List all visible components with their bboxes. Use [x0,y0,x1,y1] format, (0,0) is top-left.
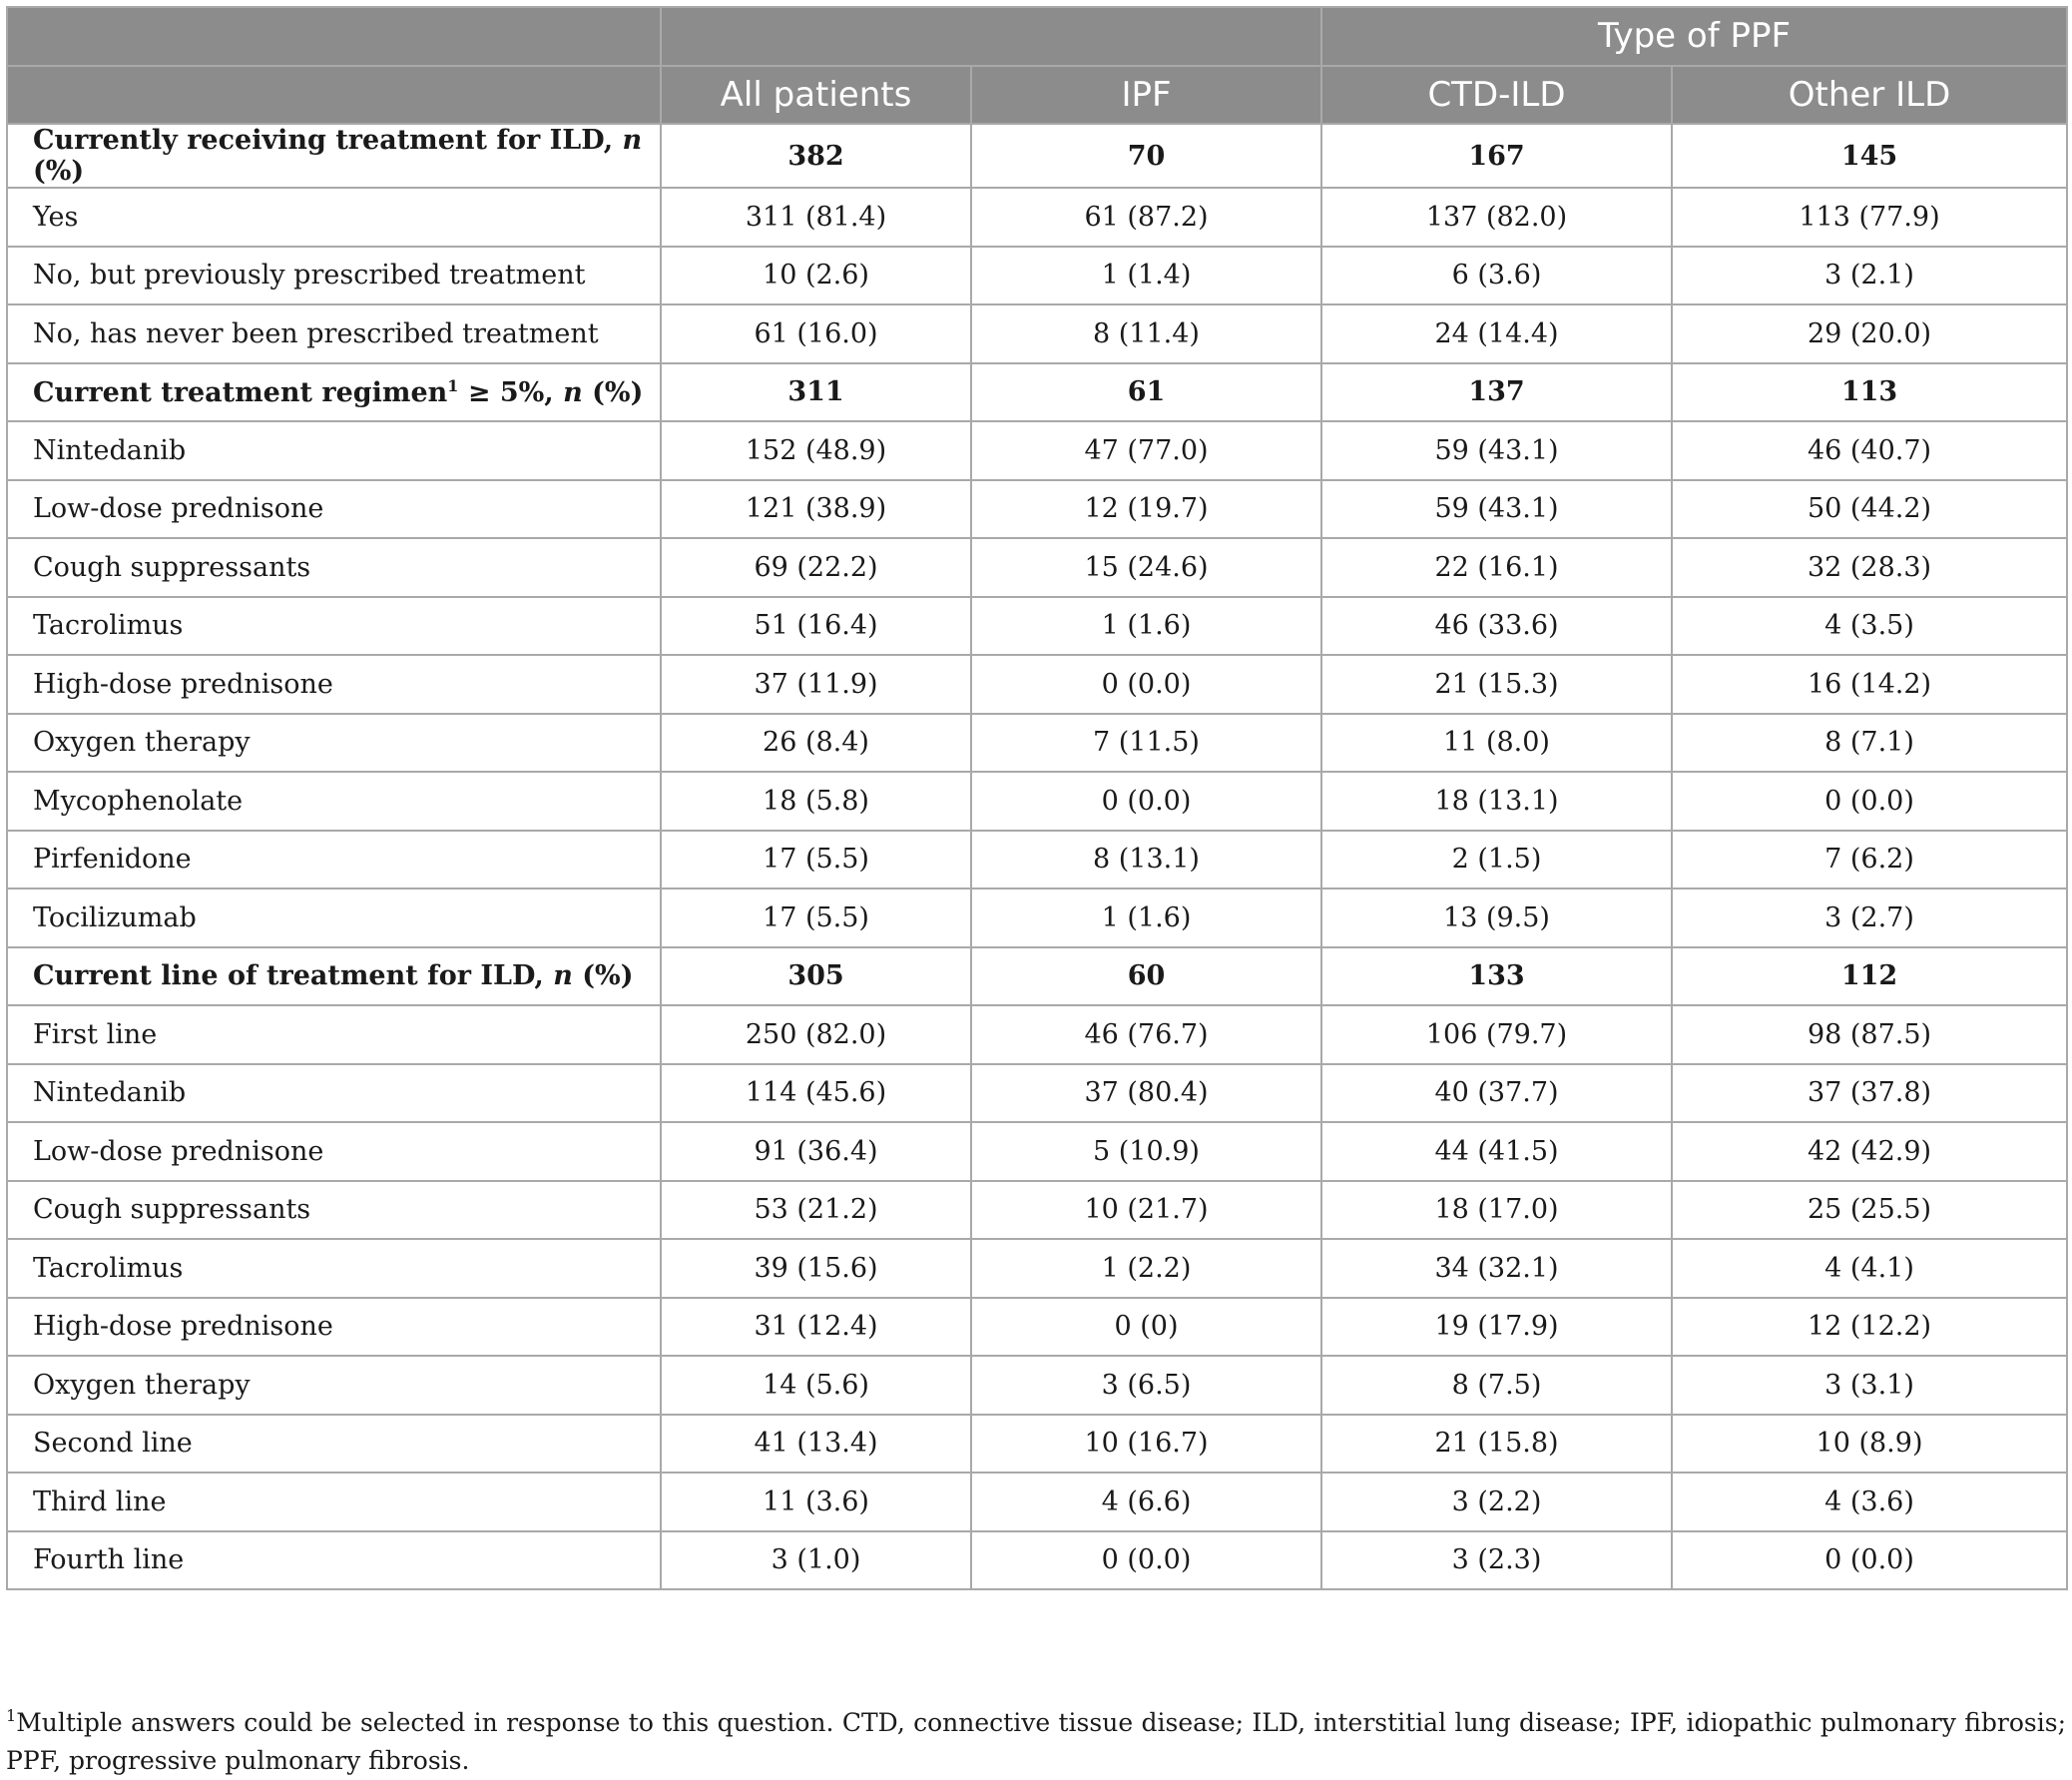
row-label: Yes [7,188,661,247]
value-cell: 46 (40.7) [1672,421,2067,480]
section-title-text: Current treatment regimen [33,376,448,408]
row-label: Nintedanib [7,421,661,480]
value-cell: 8 (7.5) [1321,1356,1672,1415]
value-cell: 42 (42.9) [1672,1122,2067,1181]
row-label: Second line [7,1415,661,1474]
section-total-cell: 70 [971,124,1321,188]
value-cell: 91 (36.4) [661,1122,971,1181]
table-row [7,655,2067,714]
table-row [7,421,2067,480]
row-label: No, has never been prescribed treatment [7,304,661,363]
value-cell: 0 (0.0) [971,1531,1321,1590]
section-header-row [7,363,2067,422]
value-cell: 1 (2.2) [971,1239,1321,1298]
table-row [7,1415,2067,1474]
section-total-cell: 167 [1321,124,1672,188]
value-cell: 11 (8.0) [1321,714,1672,773]
value-cell: 34 (32.1) [1321,1239,1672,1298]
value-cell: 152 (48.9) [661,421,971,480]
header-group-row [7,7,2067,66]
table-row [7,1122,2067,1181]
value-cell: 10 (8.9) [1672,1415,2067,1474]
section-title [7,947,661,1006]
value-cell: 59 (43.1) [1321,480,1672,539]
value-cell: 8 (7.1) [1672,714,2067,773]
value-cell: 311 (81.4) [661,188,971,247]
row-label: Oxygen therapy [7,714,661,773]
value-cell: 4 (3.5) [1672,597,2067,656]
row-label: Tocilizumab [7,889,661,947]
value-cell: 18 (13.1) [1321,772,1672,831]
value-cell: 114 (45.6) [661,1064,971,1123]
section-header-row [7,947,2067,1006]
value-cell: 17 (5.5) [661,831,971,890]
table-row [7,247,2067,305]
section-title-n: n [563,376,583,408]
section-total-cell: 112 [1672,947,2067,1006]
value-cell: 69 (22.2) [661,538,971,597]
section-title [7,363,661,422]
section-title-unit: (%) [582,960,634,992]
value-cell: 21 (15.3) [1321,655,1672,714]
value-cell: 8 (11.4) [971,304,1321,363]
value-cell: 8 (13.1) [971,831,1321,890]
value-cell: 113 (77.9) [1672,188,2067,247]
value-cell: 37 (11.9) [661,655,971,714]
value-cell: 29 (20.0) [1672,304,2067,363]
table-row [7,1356,2067,1415]
footnote-marker: 1 [6,1706,17,1725]
value-cell: 3 (2.3) [1321,1531,1672,1590]
table-row [7,188,2067,247]
value-cell: 17 (5.5) [661,889,971,947]
value-cell: 0 (0.0) [971,655,1321,714]
table-row [7,1064,2067,1123]
value-cell: 12 (12.2) [1672,1298,2067,1357]
value-cell: 51 (16.4) [661,597,971,656]
value-cell: 37 (37.8) [1672,1064,2067,1123]
value-cell: 21 (15.8) [1321,1415,1672,1474]
row-label: High-dose prednisone [7,1298,661,1357]
row-label: Oxygen therapy [7,1356,661,1415]
footnote [6,1697,2066,1780]
table-row [7,889,2067,947]
table-row [7,1005,2067,1064]
row-label: Mycophenolate [7,772,661,831]
value-cell: 47 (77.0) [971,421,1321,480]
row-label: No, but previously prescribed treatment [7,247,661,305]
row-label: Third line [7,1473,661,1531]
section-header-row [7,124,2067,188]
value-cell: 13 (9.5) [1321,889,1672,947]
value-cell: 53 (21.2) [661,1181,971,1240]
header-group-label: Type of PPF [1321,7,2067,66]
value-cell: 4 (3.6) [1672,1473,2067,1531]
treatment-table [6,6,2068,1590]
value-cell: 3 (6.5) [971,1356,1321,1415]
value-cell: 106 (79.7) [1321,1005,1672,1064]
section-total-cell: 133 [1321,947,1672,1006]
value-cell: 6 (3.6) [1321,247,1672,305]
value-cell: 10 (2.6) [661,247,971,305]
value-cell: 0 (0.0) [1672,1531,2067,1590]
section-title-text: Current line of treatment for ILD, [33,960,544,992]
header-columns-row [7,66,2067,125]
value-cell: 2 (1.5) [1321,831,1672,890]
value-cell: 16 (14.2) [1672,655,2067,714]
row-label: Pirfenidone [7,831,661,890]
value-cell: 31 (12.4) [661,1298,971,1357]
header-empty-cell [7,7,661,66]
header-empty-span [661,7,1321,66]
section-title-n: n [553,960,573,992]
table-row [7,714,2067,773]
value-cell: 4 (6.6) [971,1473,1321,1531]
column-header-ipf: IPF [971,66,1321,125]
section-title [7,124,661,188]
value-cell: 98 (87.5) [1672,1005,2067,1064]
row-label: Cough suppressants [7,1181,661,1240]
table-container [6,6,2066,1590]
section-total-cell: 145 [1672,124,2067,188]
value-cell: 137 (82.0) [1321,188,1672,247]
value-cell: 46 (76.7) [971,1005,1321,1064]
value-cell: 7 (6.2) [1672,831,2067,890]
value-cell: 1 (1.6) [971,597,1321,656]
section-total-cell: 61 [971,363,1321,422]
value-cell: 7 (11.5) [971,714,1321,773]
value-cell: 25 (25.5) [1672,1181,2067,1240]
value-cell: 121 (38.9) [661,480,971,539]
section-title-threshold: ≥ 5%, [467,376,554,408]
value-cell: 22 (16.1) [1321,538,1672,597]
value-cell: 44 (41.5) [1321,1122,1672,1181]
value-cell: 24 (14.4) [1321,304,1672,363]
table-row [7,1473,2067,1531]
table-row [7,1298,2067,1357]
value-cell: 15 (24.6) [971,538,1321,597]
row-label: Cough suppressants [7,538,661,597]
row-label: First line [7,1005,661,1064]
value-cell: 61 (16.0) [661,304,971,363]
value-cell: 59 (43.1) [1321,421,1672,480]
row-label: Low-dose prednisone [7,1122,661,1181]
table-row [7,480,2067,539]
column-header-ctd-ild: CTD-ILD [1321,66,1672,125]
section-title-unit: (%) [33,156,85,187]
table-row [7,831,2067,890]
section-title-n: n [622,125,643,156]
value-cell: 18 (5.8) [661,772,971,831]
header-label-cell [7,66,661,125]
table-row [7,1181,2067,1240]
row-label: Nintedanib [7,1064,661,1123]
value-cell: 10 (16.7) [971,1415,1321,1474]
footnote-text: Multiple answers could be selected in response to this question. CTD, connective tissue disease; ILD, interstitial lung disease; IPF, idiopathic pulmonary fibrosis; PPF, progressive pulmonary fibrosis. [6,1708,2066,1775]
value-cell: 40 (37.7) [1321,1064,1672,1123]
value-cell: 3 (2.1) [1672,247,2067,305]
table-row [7,772,2067,831]
value-cell: 37 (80.4) [971,1064,1321,1123]
value-cell: 10 (21.7) [971,1181,1321,1240]
value-cell: 46 (33.6) [1321,597,1672,656]
section-total-cell: 113 [1672,363,2067,422]
value-cell: 1 (1.6) [971,889,1321,947]
table-body [7,124,2067,1589]
section-title-text: Currently receiving treatment for ILD, [33,125,614,156]
value-cell: 0 (0.0) [971,772,1321,831]
value-cell: 1 (1.4) [971,247,1321,305]
value-cell: 26 (8.4) [661,714,971,773]
value-cell: 0 (0) [971,1298,1321,1357]
value-cell: 41 (13.4) [661,1415,971,1474]
value-cell: 19 (17.9) [1321,1298,1672,1357]
table-row [7,304,2067,363]
section-title-unit: (%) [592,376,644,408]
row-label: High-dose prednisone [7,655,661,714]
value-cell: 32 (28.3) [1672,538,2067,597]
section-total-cell: 382 [661,124,971,188]
value-cell: 3 (2.2) [1321,1473,1672,1531]
value-cell: 250 (82.0) [661,1005,971,1064]
value-cell: 50 (44.2) [1672,480,2067,539]
section-total-cell: 137 [1321,363,1672,422]
value-cell: 3 (1.0) [661,1531,971,1590]
value-cell: 14 (5.6) [661,1356,971,1415]
value-cell: 4 (4.1) [1672,1239,2067,1298]
table-row [7,1531,2067,1590]
table-row [7,1239,2067,1298]
value-cell: 3 (2.7) [1672,889,2067,947]
section-total-cell: 311 [661,363,971,422]
value-cell: 18 (17.0) [1321,1181,1672,1240]
table-row [7,538,2067,597]
row-label: Low-dose prednisone [7,480,661,539]
value-cell: 0 (0.0) [1672,772,2067,831]
column-header-other-ild: Other ILD [1672,66,2067,125]
table-header [7,7,2067,124]
column-header-all-patients: All patients [661,66,971,125]
row-label: Tacrolimus [7,1239,661,1298]
value-cell: 39 (15.6) [661,1239,971,1298]
row-label: Fourth line [7,1531,661,1590]
value-cell: 5 (10.9) [971,1122,1321,1181]
section-total-cell: 305 [661,947,971,1006]
value-cell: 3 (3.1) [1672,1356,2067,1415]
value-cell: 11 (3.6) [661,1473,971,1531]
row-label: Tacrolimus [7,597,661,656]
section-total-cell: 60 [971,947,1321,1006]
table-row [7,597,2067,656]
value-cell: 61 (87.2) [971,188,1321,247]
footnote-reference: 1 [447,375,459,395]
value-cell: 12 (19.7) [971,480,1321,539]
